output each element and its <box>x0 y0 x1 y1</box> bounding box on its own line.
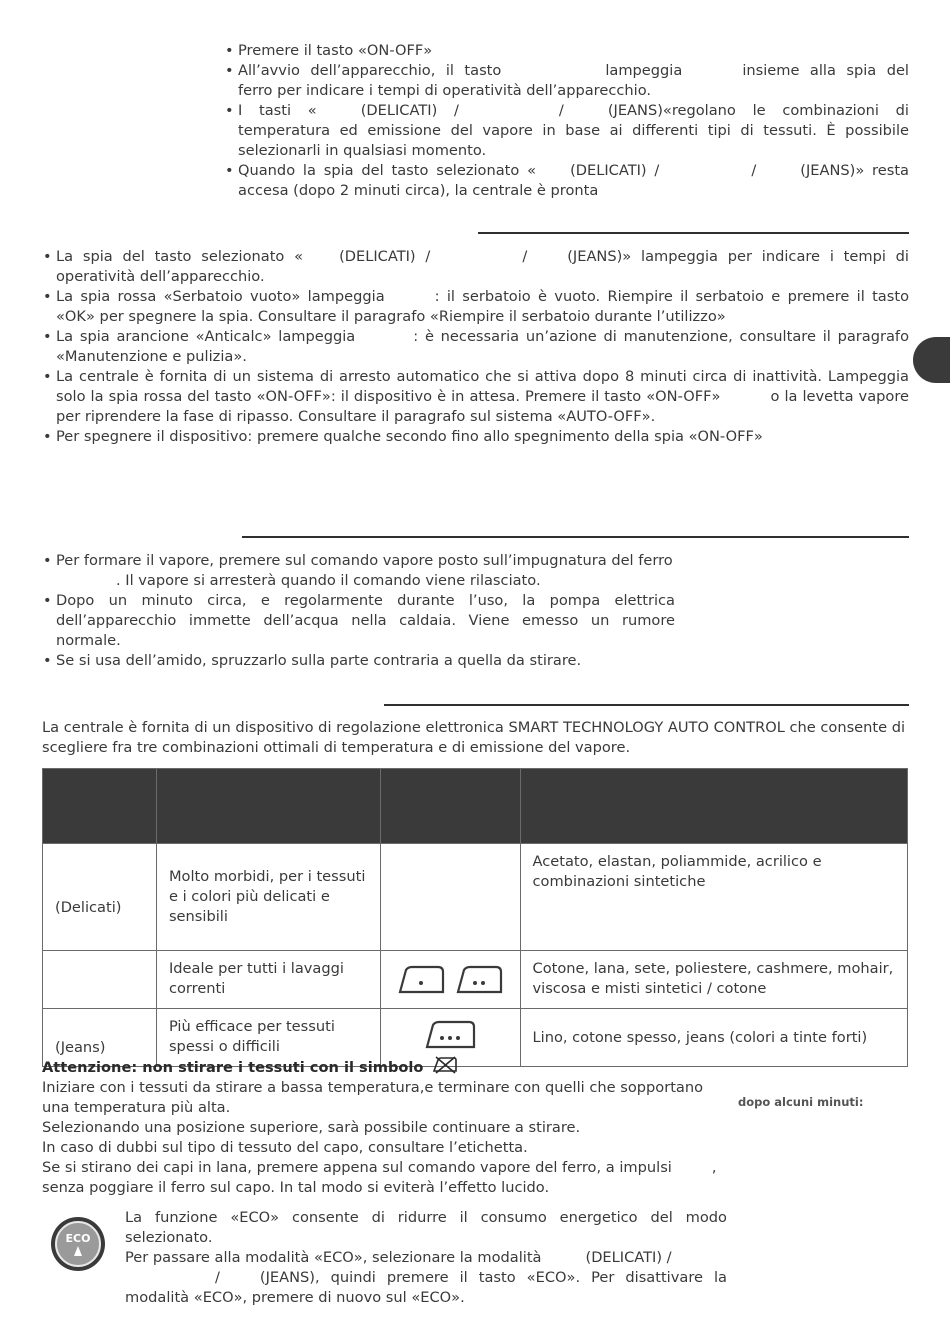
section-rule <box>478 232 909 234</box>
header-cell <box>43 769 157 844</box>
warning-line: Selezionando una posizione superiore, sarà possibile continuare a stirare. <box>42 1119 581 1136</box>
warning-line: Iniziare con i tessuti da stirare a bassa temperatura,e terminare con quelli che sopportano una temperatura più alta. <box>42 1079 704 1116</box>
desc-cell: Molto morbidi, per i tessuti e i colori più delicati e sensibili <box>156 844 380 951</box>
list-item: • Se si usa dell’amido, spruzzarlo sulla parte contraria a quella da stirare. <box>42 651 675 671</box>
fabric-cell: Cotone, lana, sete, poliestere, cashmere, mohair, viscosa e misti sintetici / cotone <box>520 951 907 1009</box>
side-note: dopo alcuni minuti: <box>738 1095 864 1109</box>
text: insieme alla spia del ferro per indicare i tempi di operatività dell’apparecchio. <box>238 62 909 99</box>
warning-line: senza poggiare il ferro sul capo. In tal modo si eviterà l’effetto lucido. <box>42 1179 550 1196</box>
header-cell <box>156 769 380 844</box>
desc-cell: Più efficace per tessuti spessi o difficili <box>156 1009 380 1067</box>
mode-cell <box>43 951 157 1009</box>
warning-line: Se si stirano dei capi in lana, premere appena sul comando vapore del ferro, a impulsi , <box>42 1159 717 1176</box>
section-rule <box>242 536 909 538</box>
iron-two-dots-icon <box>452 962 506 998</box>
text: lampeggia <box>605 62 683 79</box>
text: / <box>751 162 757 179</box>
chapter-tab <box>913 337 950 383</box>
iron-one-dot-icon <box>394 962 448 998</box>
mode-cell: (Jeans) <box>43 1009 157 1067</box>
text: (DELICATI) / <box>360 102 459 119</box>
table-row <box>43 951 908 1009</box>
intro-list <box>224 41 909 201</box>
do-not-iron-icon <box>432 1056 458 1074</box>
list-item: • Dopo un minuto circa, e regolarmente durante l’uso, la pompa elettrica dell’apparecchio immette dell’acqua nella caldaia. Viene emesso un rumore normale. <box>42 591 675 651</box>
eco-text: La funzione «ECO» consente di ridurre il consumo energetico del modo selezionato. Per passare alla modalità «ECO», selezionare la modalità (DELICATI) / / (JEANS), quindi premere il tasto «ECO». Per disattivare la modalità «ECO», premere di nuovo sul «ECO». <box>125 1209 727 1306</box>
list-item: • La spia del tasto selezionato « (DELICATI) / / (JEANS)» lampeggia per indicare i tempi di operatività dell’apparecchio. <box>42 247 909 287</box>
text: Quando la spia del tasto selezionato « <box>238 162 537 179</box>
text: (DELICATI) / <box>570 162 660 179</box>
iron-three-dots-icon <box>421 1017 479 1053</box>
text: Premere il tasto «ON-OFF» <box>238 42 433 59</box>
steam-list <box>42 551 675 671</box>
eco-badge <box>50 1216 106 1272</box>
list-item: • Per spegnere il dispositivo: premere qualche secondo fino allo spegnimento della spia «ON-OFF» <box>42 427 909 447</box>
table-header <box>43 769 908 844</box>
settings-intro: La centrale è fornita di un dispositivo di regolazione elettronica SMART TECHNOLOGY AUTO CONTROL che consente di scegliere fra tre combinazioni ottimali di temperatura e di emissione del vapore. <box>42 719 906 756</box>
list-item <box>224 101 909 161</box>
list-item: • La spia arancione «Anticalc» lampeggia : è necessaria un’azione di manutenzione, consultare il paragrafo «Manutenzione e pulizia». <box>42 327 909 367</box>
list-item: • La centrale è fornita di un sistema di arresto automatico che si attiva dopo 8 minuti circa di inattività. Lampeggia solo la spia rossa del tasto «ON-OFF»: il dispositivo è in attesa. Premere il tasto «ON-OFF» o la levetta vapore per riprendere la fase di ripasso. Consultare il paragrafo sul sistema «AUTO-OFF». <box>42 367 909 427</box>
fabric-cell: Lino, cotone spesso, jeans (colori a tinte forti) <box>520 1009 907 1067</box>
warning-block <box>42 1056 732 1198</box>
header-cell <box>380 769 520 844</box>
icon-cell <box>380 951 520 1009</box>
list-item: • La spia rossa «Serbatoio vuoto» lampeggia : il serbatoio è vuoto. Riempire il serbatoio e premere il tasto «OK» per spegnere la spia. Consultare il paragrafo «Riempire il serbatoio durante l’utilizzo» <box>42 287 909 327</box>
list-item <box>224 161 909 201</box>
mode-cell: (Delicati) <box>43 844 157 951</box>
settings-table <box>42 768 908 1067</box>
text: / <box>558 102 564 119</box>
warning-line: In caso di dubbi sul tipo di tessuto del capo, consultare l’etichetta. <box>42 1139 528 1156</box>
text: (JEANS)«regolano le combinazioni di temperatura ed emissione del vapore in base ai differenti tipi di tessuti. È possibile selezionarli in qualsiasi momento. <box>238 102 909 159</box>
table-row <box>43 844 908 951</box>
header-cell <box>520 769 907 844</box>
section-rule <box>384 704 909 706</box>
status-list <box>42 247 909 447</box>
desc-cell: Ideale per tutti i lavaggi correnti <box>156 951 380 1009</box>
icon-cell <box>380 844 520 951</box>
text: All’avvio dell’apparecchio, il tasto <box>238 62 502 79</box>
svg-text:ECO: ECO <box>65 1232 91 1245</box>
text: (JEANS)» resta accesa (dopo 2 minuti circa), la centrale è pronta <box>238 162 909 199</box>
list-item <box>224 41 909 61</box>
list-item <box>224 61 909 101</box>
warning-title: Attenzione: non stirare i tessuti con il simbolo <box>42 1056 732 1078</box>
text: I tasti « <box>238 102 317 119</box>
fabric-cell: Acetato, elastan, poliammide, acrilico e combinazioni sintetiche <box>520 844 907 951</box>
list-item: • Per formare il vapore, premere sul comando vapore posto sull’impugnatura del ferro . Il vapore si arresterà quando il comando viene rilasciato. <box>42 551 675 591</box>
